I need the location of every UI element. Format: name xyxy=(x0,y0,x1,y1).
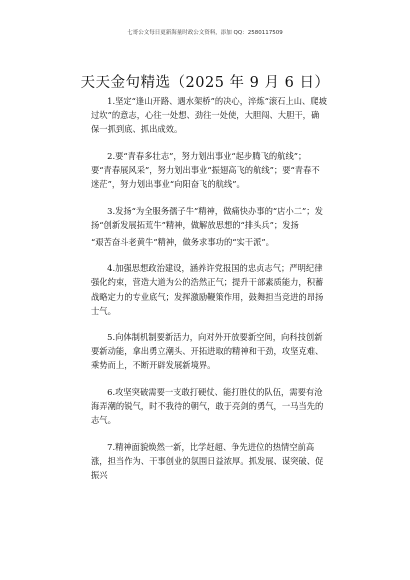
paragraph-4: 4.加强思想政治建设，涵养许党报国的忠贞志气；严明纪律强化约束，营造大道为公的浩然正气；提升干部素质能力，积蓄战略定力的专业底气；发挥激励鞭策作用，鼓舞担当竞进的昂扬士气。 xyxy=(91,263,324,316)
page-title: 天天金句精选（2025 年 9 月 6 日） xyxy=(80,75,330,91)
paragraph-3: 3.发扬“为全服务孺子牛”精神，做痛快办事的“店小二”；发扬“创新发展拓荒牛”精神，做解放思想的“排头兵”；发扬 xyxy=(91,205,323,230)
header-note: 七哥公文每日更新海量时政公文资料，添加 QQ：2580117509 xyxy=(127,30,283,36)
paragraph-3-continued: “艰苦奋斗老黄牛”精神，做务求事功的“实干派”。 xyxy=(91,236,274,247)
document-body xyxy=(91,94,327,495)
paragraph-7: 7.精神面貌焕然一新，比学赶超、争先进位的热情空前高涨，担当作为、干事创业的氛围日益浓厚。抓发展、谋突破、促振兴 xyxy=(91,441,324,480)
paragraph-5: 5.向体制机制要新活力，向对外开放要新空间，向科技创新要新动能，拿出勇立潮头、开拓进取的精神和干劲，攻坚克难、乘势而上，不断开辟发展新境界。 xyxy=(91,332,324,371)
paragraph-1: 1.坚定“逢山开路、遇水架桥”的决心，淬炼“滚石上山、爬坡过坎”的意志，心往一处想、劲往一处使，大胆闯、大胆干，确保一抓到底、抓出成效。 xyxy=(91,96,327,135)
paragraph-6: 6.攻坚突破需要一支敢打硬仗、能打胜仗的队伍，需要有沧海弄潮的锐气，时不我待的朝气，敢于亮剑的勇气，一马当先的志气。 xyxy=(91,387,324,426)
paragraph-2: 2.要“青春多壮志”，努力划出事业“起步腾飞的航线”；要“青春展风采”，努力划出事业“振翅高飞的航线”；要“青春不迷茫”，努力划出事业“向阳奋飞的航线”。 xyxy=(91,150,320,189)
